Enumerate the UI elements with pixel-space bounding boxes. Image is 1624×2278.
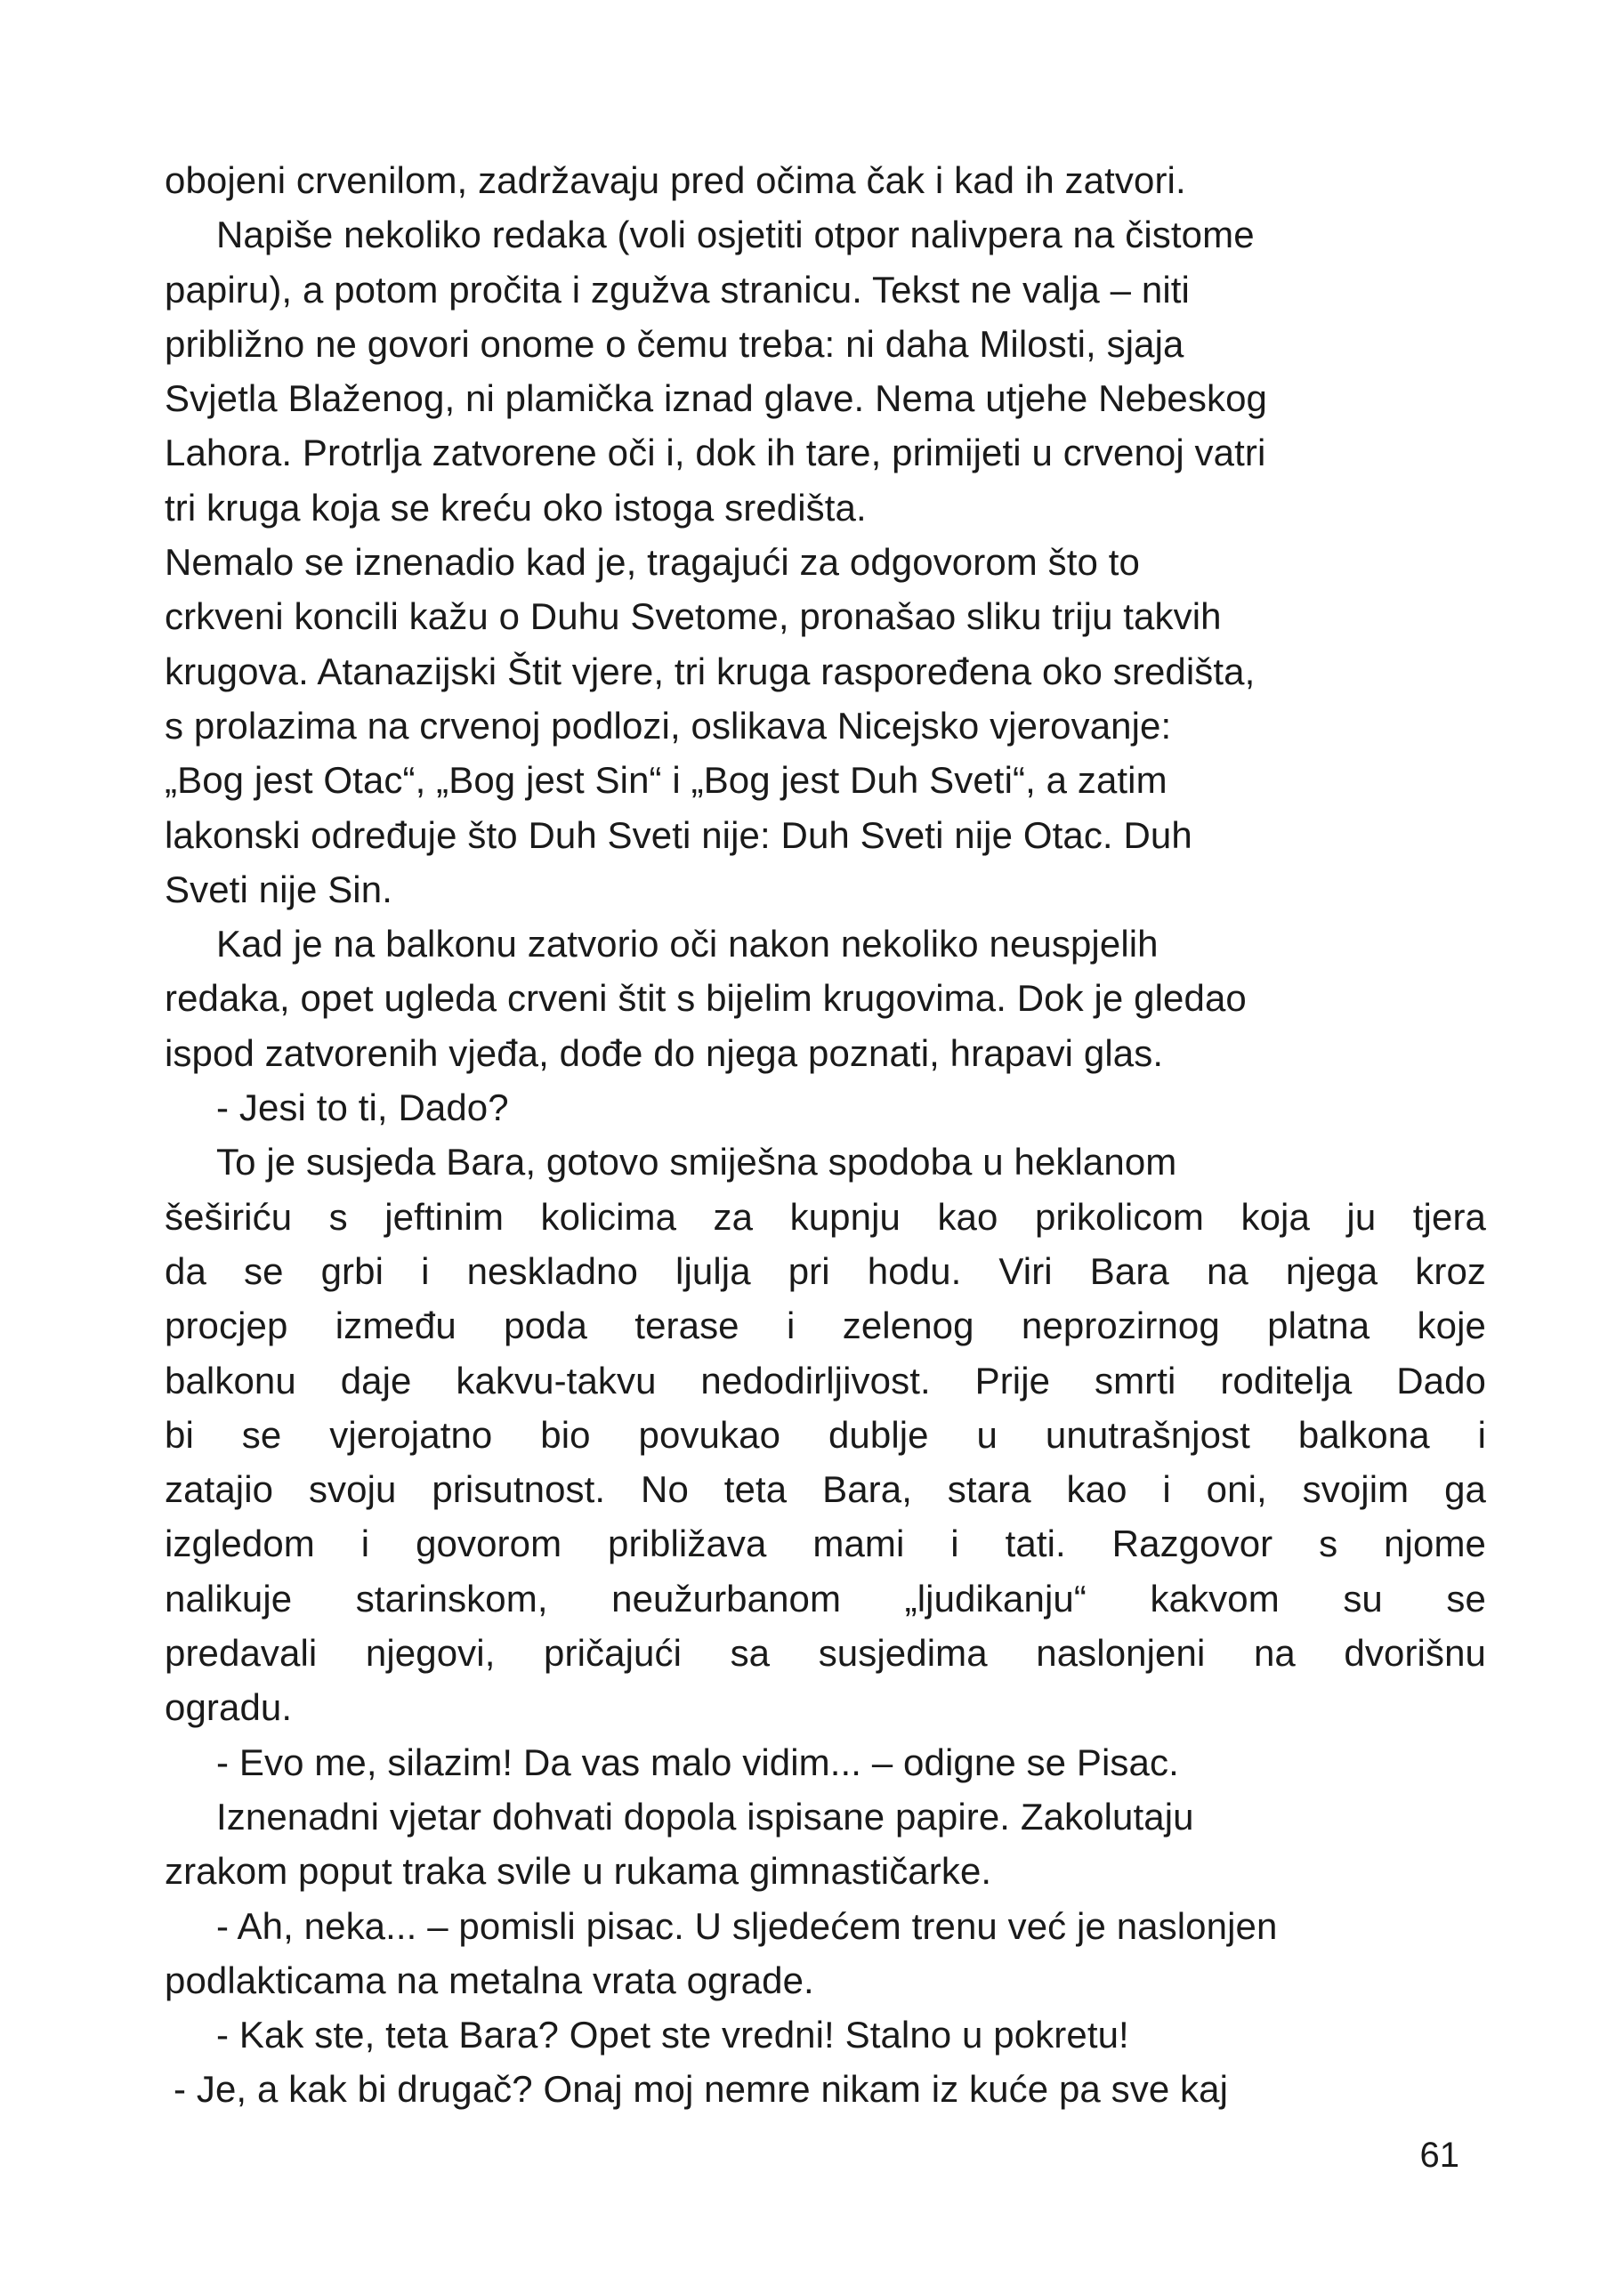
text-line: - Kak ste, teta Bara? Opet ste vredni! Stalno u pokretu! xyxy=(216,2014,1129,2056)
text-line: Svjetla Blaženog, ni plamička iznad glave. Nema utjehe Nebeskog xyxy=(165,377,1268,420)
text-line: da se grbi i neskladno ljulja pri hodu. Viri Bara na njega kroz xyxy=(165,1249,1486,1292)
text-line: izgledom i govorom približava mami i tati. Razgovor s njome xyxy=(165,1523,1486,1565)
text-line: - Je, a kak bi drugač? Onaj moj nemre nikam iz kuće pa sve kaj xyxy=(174,2068,1229,2111)
text-line: obojeni crvenilom, zadržavaju pred očima čak i kad ih zatvori. xyxy=(165,159,1186,201)
text-line: redaka, opet ugleda crveni štit s bijelim krugovima. Dok je gledao xyxy=(165,977,1247,1020)
text-line: To je susjeda Bara, gotovo smiješna spodoba u heklanom xyxy=(216,1141,1177,1183)
text-line: podlakticama na metalna vrata ograde. xyxy=(165,1959,814,2001)
text-line: šeširiću s jeftinim kolicima za kupnju kao prikolicom koja ju tjera xyxy=(165,1195,1486,1238)
text-line: Napiše nekoliko redaka (voli osjetiti otpor nalivpera na čistome xyxy=(216,214,1255,256)
body-text xyxy=(165,153,1486,2117)
text-line: Nemalo se iznenadio kad je, tragajući za odgovorom što to xyxy=(165,541,1140,584)
text-line: procjep između poda terase i zelenog neprozirnog platna koje xyxy=(165,1305,1486,1347)
text-line: ispod zatvorenih vjeđa, dođe do njega poznati, hrapavi glas. xyxy=(165,1031,1164,1074)
text-line: približno ne govori onome o čemu treba: ni daha Milosti, sjaja xyxy=(165,322,1184,365)
text-line: Kad je na balkonu zatvorio oči nakon nekoliko neuspjelih xyxy=(216,923,1159,965)
text-line: nalikuje starinskom, neužurbanom „ljudikanju“ kakvom su se xyxy=(165,1577,1486,1620)
text-line: - Ah, neka... – pomisli pisac. U sljedećem trenu već je naslonjen xyxy=(216,1904,1278,1947)
text-line: predavali njegovi, pričajući sa susjedima naslonjeni na dvorišnu xyxy=(165,1632,1486,1675)
text-line: - Evo me, silazim! Da vas malo vidim... – odigne se Pisac. xyxy=(216,1741,1179,1783)
text-line: krugova. Atanazijski Štit vjere, tri kruga raspoređena oko središta, xyxy=(165,650,1256,692)
text-line: s prolazima na crvenoj podlozi, oslikava Nicejsko vjerovanje: xyxy=(165,704,1172,747)
text-line: Lahora. Protrlja zatvorene oči i, dok ih tare, primijeti u crvenoj vatri xyxy=(165,432,1266,474)
text-line: „Bog jest Otac“, „Bog jest Sin“ i „Bog jest Duh Sveti“, a zatim xyxy=(165,759,1168,802)
text-line: crkveni koncili kažu o Duhu Svetome, pronašao sliku triju takvih xyxy=(165,595,1222,638)
text-line: Iznenadni vjetar dohvati dopola ispisane papire. Zakolutaju xyxy=(216,1795,1194,1838)
text-line: papiru), a potom pročita i zgužva stranicu. Tekst ne valja – niti xyxy=(165,268,1190,311)
page-number: 61 xyxy=(1419,2136,1459,2175)
text-line: - Jesi to ti, Dado? xyxy=(216,1086,509,1129)
text-line: tri kruga koja se kreću oko istoga središta. xyxy=(165,486,867,529)
text-line: zatajio svoju prisutnost. No teta Bara, stara kao i oni, svojim ga xyxy=(165,1468,1486,1511)
text-line: bi se vjerojatno bio povukao dublje u unutrašnjost balkona i xyxy=(165,1413,1486,1456)
text-line: balkonu daje kakvu-takvu nedodirljivost. Prije smrti roditelja Dado xyxy=(165,1359,1486,1402)
text-line: ogradu. xyxy=(165,1686,293,1729)
text-line: Sveti nije Sin. xyxy=(165,868,392,910)
text-line: lakonski određuje što Duh Sveti nije: Duh Sveti nije Otac. Duh xyxy=(165,813,1192,856)
text-line: zrakom poput traka svile u rukama gimnastičarke. xyxy=(165,1850,992,1893)
